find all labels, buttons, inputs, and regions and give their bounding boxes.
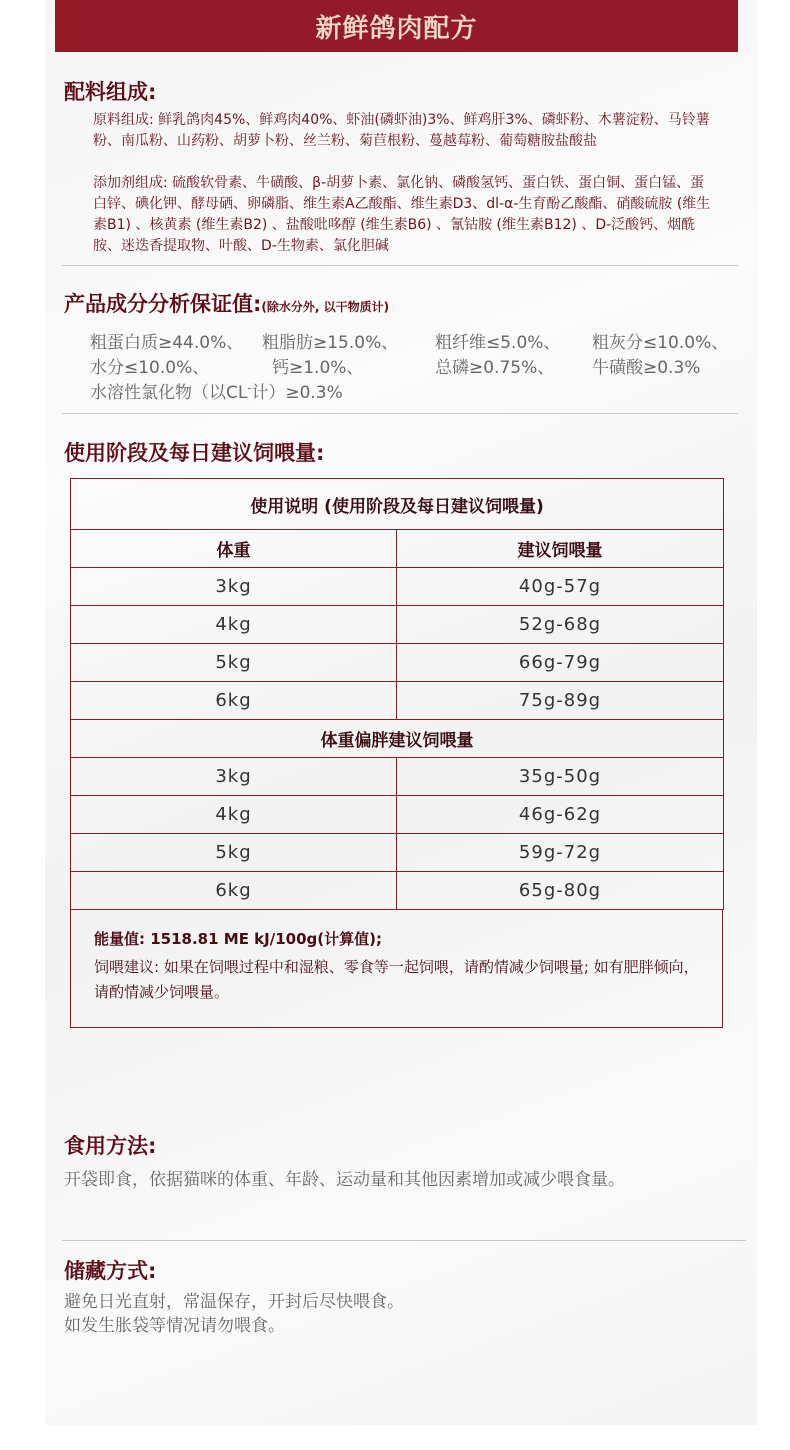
weight-cell: 5kg <box>71 644 397 682</box>
chloride-value: 计）≥0.3% <box>251 383 343 403</box>
chloride-label: 水溶性氯化物（以CL <box>90 383 248 403</box>
amount-cell: 40g-57g <box>397 568 724 606</box>
amount-cell: 52g-68g <box>397 606 724 644</box>
banner-title: 新鲜鸽肉配方 <box>315 13 478 44</box>
table-row <box>71 872 724 910</box>
feeding-table <box>70 478 724 910</box>
analysis-title: 产品成分分析保证值: <box>64 292 262 316</box>
column-header-weight: 体重 <box>71 530 397 568</box>
table-row <box>71 834 724 872</box>
amount-cell: 46g-62g <box>397 796 724 834</box>
analysis-item: 粗纤维≤5.0%、 <box>435 333 561 353</box>
divider <box>62 265 738 266</box>
additive-ingredients: 添加剂组成: 硫酸软骨素、牛磺酸、β-胡萝卜素、氯化钠、磷酸氢钙、蛋白铁、蛋白铜、蛋白锰、蛋白锌、碘化钾、酵母硒、卵磷脂、维生素A乙酸酯、维生素D3、dl-α-生育酚乙酸酯、硝酸硫胺 (维生素B1) 、核黄素 (维生素B2) 、盐酸吡哆醇 (维生素B6) 、氰钴胺 (维生素B12) 、D-泛酸钙、烟酰胺、迷迭香提取物、叶酸、D-生物素、氯化胆碱 <box>93 175 711 254</box>
usage-heading: 食用方法: <box>64 1134 157 1158</box>
analysis-item: 牛磺酸≥0.3% <box>592 358 701 378</box>
chloride-superscript: - <box>247 381 252 395</box>
feeding-table-caption: 使用说明 (使用阶段及每日建议饲喂量) <box>71 479 724 530</box>
analysis-heading <box>64 288 389 318</box>
storage-heading: 储藏方式: <box>64 1259 157 1283</box>
amount-cell: 35g-50g <box>397 758 724 796</box>
storage-line-2: 如发生胀袋等情况请勿喂食。 <box>64 1316 285 1336</box>
overweight-caption: 体重偏胖建议饲喂量 <box>71 720 724 758</box>
title-banner <box>55 0 738 52</box>
feeding-notes <box>70 910 723 1028</box>
weight-cell: 4kg <box>71 796 397 834</box>
divider <box>62 1240 746 1241</box>
analysis-item: 粗蛋白质≥44.0%、 <box>90 333 244 353</box>
divider <box>62 413 738 414</box>
usage-text: 开袋即食，依据猫咪的体重、年龄、运动量和其他因素增加或减少喂食量。 <box>64 1170 625 1190</box>
amount-cell: 65g-80g <box>397 872 724 910</box>
analysis-item: 水分≤10.0%、 <box>90 358 210 378</box>
energy-value: 能量值: 1518.81 ME kJ/100g(计算值); <box>94 930 382 948</box>
amount-cell: 75g-89g <box>397 682 724 720</box>
table-row <box>71 606 724 644</box>
table-row <box>71 796 724 834</box>
weight-cell: 3kg <box>71 758 397 796</box>
table-row <box>71 644 724 682</box>
table-row <box>71 682 724 720</box>
weight-cell: 3kg <box>71 568 397 606</box>
analysis-item: 总磷≥0.75%、 <box>435 358 555 378</box>
weight-cell: 6kg <box>71 872 397 910</box>
amount-cell: 59g-72g <box>397 834 724 872</box>
analysis-note: (除水分外, 以干物质计) <box>261 300 390 314</box>
table-row <box>71 568 724 606</box>
feeding-advice: 饲喂建议: 如果在饲喂过程中和湿粮、零食等一起饲喂，请酌情减少饲喂量; 如有肥胖倾向，请酌情减少饲喂量。 <box>94 958 699 1001</box>
storage-line-1: 避免日光直射，常温保存，开封后尽快喂食。 <box>64 1292 404 1312</box>
raw-ingredients: 原料组成: 鲜乳鸽肉45%、鲜鸡肉40%、虾油(磷虾油)3%、鲜鸡肝3%、磷虾粉、木薯淀粉、马铃薯粉、南瓜粉、山药粉、胡萝卜粉、丝兰粉、菊苣根粉、蔓越莓粉、葡萄糖胺盐酸盐 <box>93 112 710 149</box>
amount-cell: 66g-79g <box>397 644 724 682</box>
weight-cell: 4kg <box>71 606 397 644</box>
analysis-item: 钙≥1.0%、 <box>272 358 364 378</box>
weight-cell: 6kg <box>71 682 397 720</box>
column-header-amount: 建议饲喂量 <box>397 530 724 568</box>
feeding-heading: 使用阶段及每日建议饲喂量: <box>64 441 325 465</box>
analysis-chloride <box>90 378 343 403</box>
ingredients-heading: 配料组成: <box>64 80 157 104</box>
table-row <box>71 758 724 796</box>
analysis-item: 粗脂肪≥15.0%、 <box>262 333 399 353</box>
analysis-item: 粗灰分≤10.0%、 <box>592 333 729 353</box>
weight-cell: 5kg <box>71 834 397 872</box>
